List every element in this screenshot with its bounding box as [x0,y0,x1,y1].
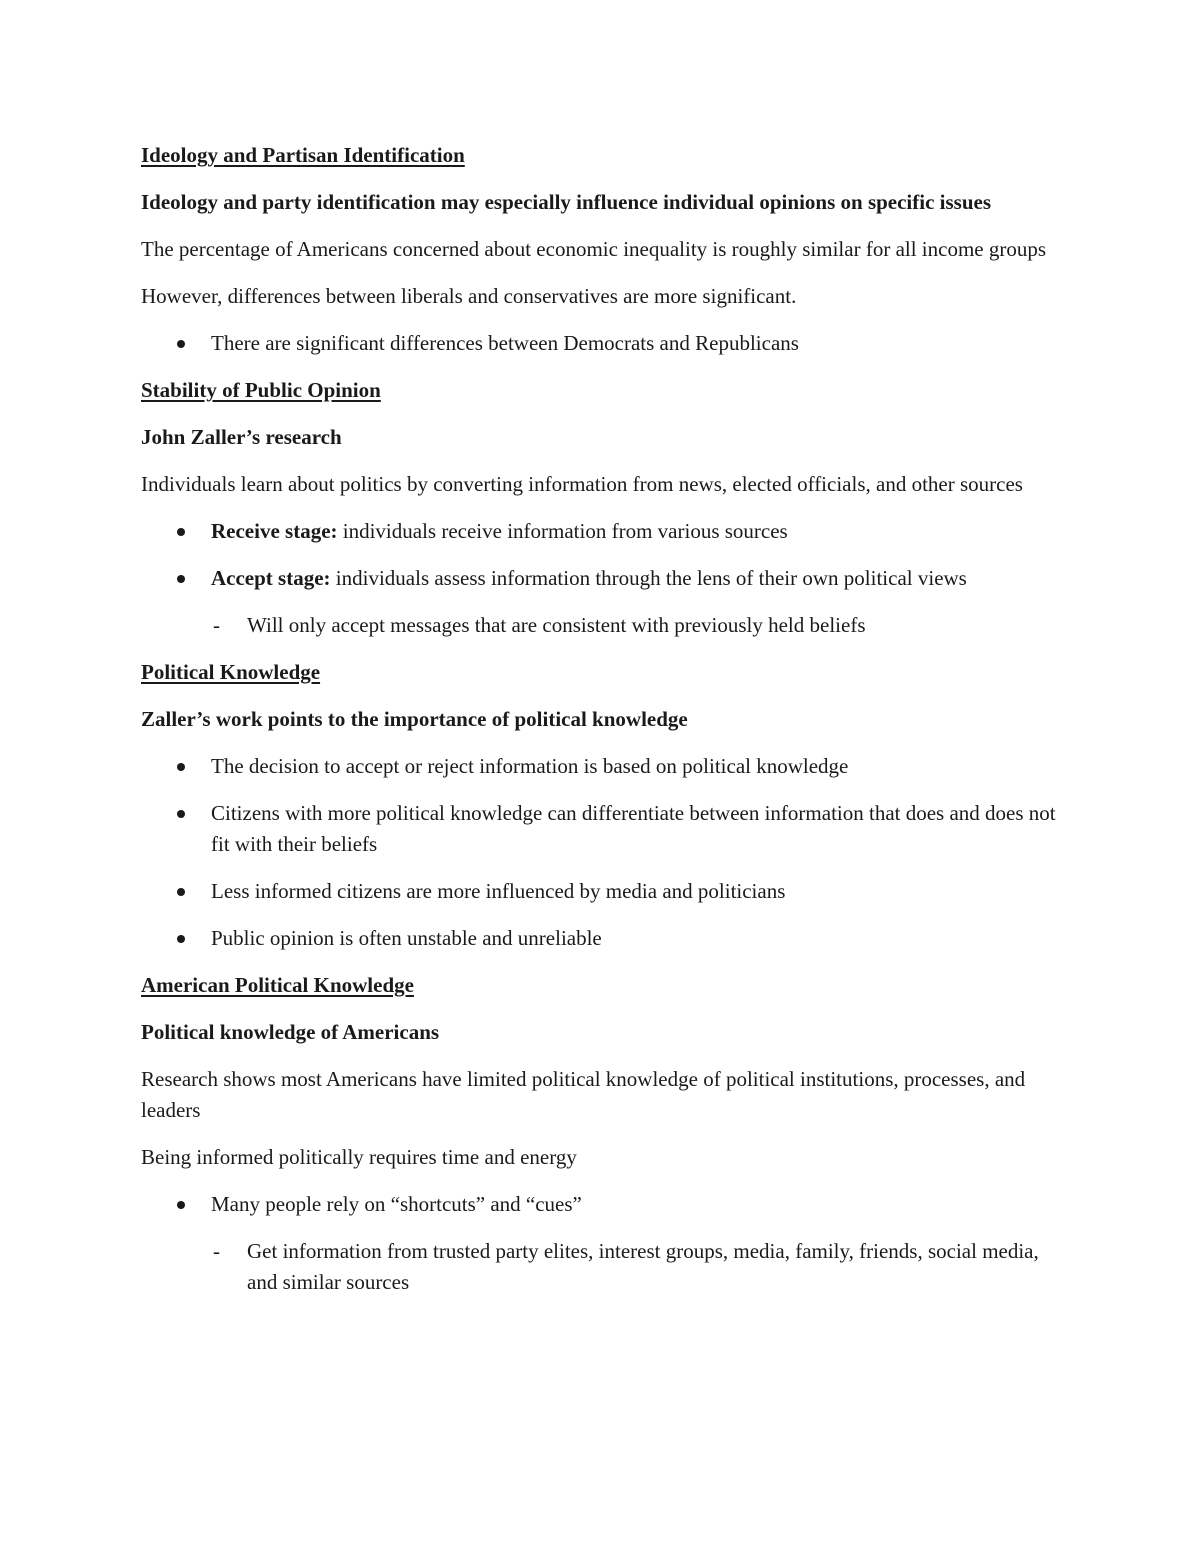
bullet-label: Receive stage: [211,519,338,543]
section-subheading: Ideology and party identification may especially influence individual opinions on specific issues [141,190,992,214]
bullet-icon [177,528,185,536]
sub-bullet-text: Will only accept messages that are consistent with previously held beliefs [247,613,866,637]
section-heading: Ideology and Partisan Identification [141,143,465,167]
bullet-text: individuals assess information through the lens of their own political views [330,566,967,590]
section-subheading: John Zaller’s research [141,425,342,449]
sub-bullet-item [141,610,1071,641]
bullet-item [141,516,1071,547]
bullet-text: Less informed citizens are more influenced by media and politicians [211,879,786,903]
section-heading: Stability of Public Opinion [141,378,381,402]
section-heading: American Political Knowledge [141,973,414,997]
bullet-text: Public opinion is often unstable and unreliable [211,926,602,950]
section-subheading: Political knowledge of Americans [141,1020,440,1044]
bullet-icon [177,340,185,348]
sub-bullet-text: Get information from trusted party elites, interest groups, media, family, friends, social media, and similar sources [247,1239,1039,1294]
bullet-item [141,328,1071,359]
bullet-text: There are significant differences between Democrats and Republicans [211,331,799,355]
dash-icon: - [213,613,220,637]
paragraph: Research shows most Americans have limited political knowledge of political institutions, processes, and leaders [141,1067,1026,1122]
document-page [141,140,1071,1314]
bullet-item [141,876,1071,907]
bullet-text: Many people rely on “shortcuts” and “cues” [211,1192,582,1216]
paragraph: However, differences between liberals and conservatives are more significant. [141,284,797,308]
bullet-icon [177,575,185,583]
bullet-item [141,923,1071,954]
bullet-text: Citizens with more political knowledge can differentiate between information that does and does not fit with their beliefs [211,801,1056,856]
bullet-icon [177,1201,185,1209]
section-heading: Political Knowledge [141,660,321,684]
sub-bullet-item [141,1236,1071,1298]
bullet-label: Accept stage: [211,566,331,590]
dash-icon: - [213,1239,220,1263]
bullet-text: The decision to accept or reject information is based on political knowledge [211,754,849,778]
bullet-item [141,1189,1071,1220]
bullet-item [141,751,1071,782]
bullet-icon [177,763,185,771]
bullet-text: individuals receive information from various sources [337,519,788,543]
bullet-item [141,563,1071,594]
bullet-icon [177,888,185,896]
section-subheading: Zaller’s work points to the importance of political knowledge [141,707,688,731]
bullet-icon [177,935,185,943]
bullet-item [141,798,1071,860]
bullet-icon [177,810,185,818]
paragraph: The percentage of Americans concerned about economic inequality is roughly similar for all income groups [141,237,1047,261]
paragraph: Individuals learn about politics by converting information from news, elected officials, and other sources [141,472,1023,496]
paragraph: Being informed politically requires time and energy [141,1145,577,1169]
